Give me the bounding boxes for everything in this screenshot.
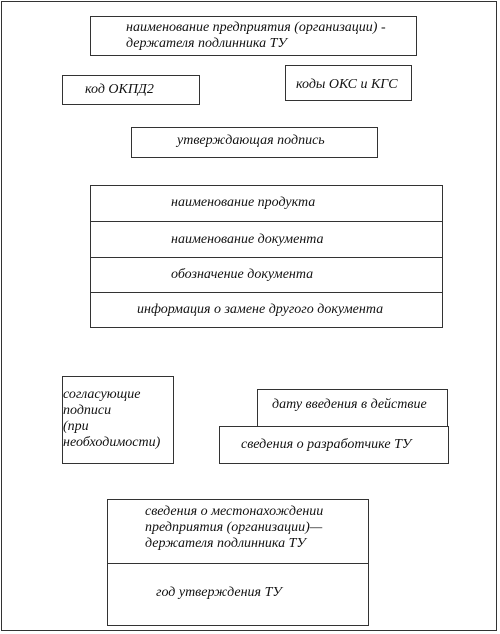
title-block-divider-2 [91,257,442,258]
title-block-divider-3 [91,292,442,293]
location-info-text: сведения о местонахождении предприятия (организации)— держателя подлинника ТУ [145,504,324,551]
document-name-text: наименование документа [171,232,324,247]
developer-info-text: сведения о разработчике ТУ [241,437,412,452]
okpd-code-text: код ОКПД2 [85,82,154,97]
approval-signatures-box [62,376,174,464]
developer-info-box [219,426,449,464]
effective-date-box [257,389,448,427]
holder-name-text: наименование предприятия (организации) - держателя подлинника ТУ [126,20,386,51]
replacement-info-text: информация о замене другого документа [137,302,384,317]
bottom-block-divider [108,563,368,564]
bottom-block [107,499,369,626]
effective-date-text: дату введения в действие [272,397,427,412]
holder-name-box [90,16,417,56]
product-name-text: наименование продукта [171,195,316,210]
okpd-code-box [62,75,200,105]
approval-signature-text: утверждающая подпись [177,133,325,148]
oks-kgs-codes-box [285,65,412,101]
title-block [90,185,443,328]
approval-year-text: год утверждения ТУ [156,585,282,600]
oks-kgs-codes-text: коды ОКС и КГС [296,77,398,92]
approval-signatures-text: согласующие подписи (при необходимости) [63,387,161,450]
document-designation-text: обозначение документа [171,267,314,282]
approval-signature-box [131,127,378,158]
title-block-divider-1 [91,221,442,222]
